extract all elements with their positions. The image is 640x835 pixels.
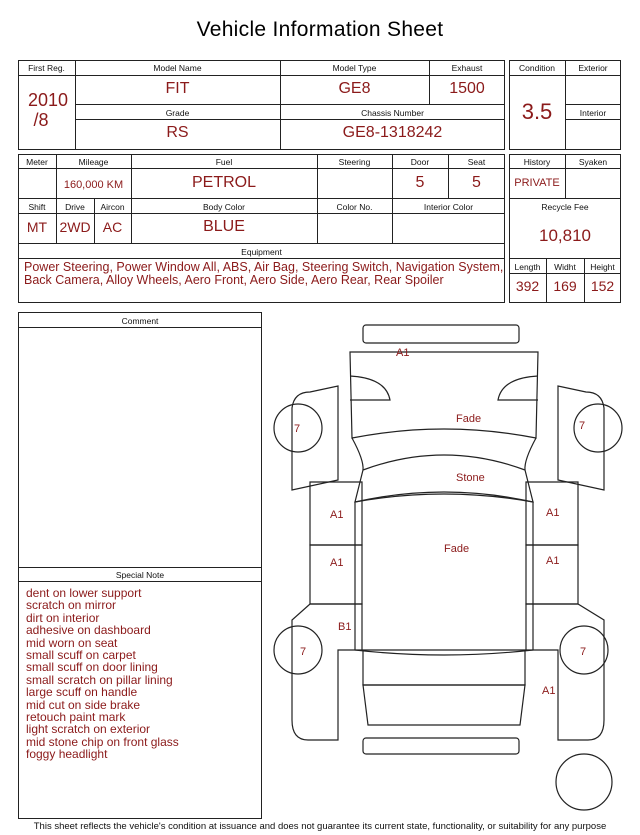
left-front-tire-tread: 7 (294, 423, 301, 435)
condition-score: 3.5 (521, 99, 553, 124)
body-color-value: BLUE (203, 218, 245, 235)
model-type-label: Model Type (332, 63, 377, 73)
model-name-value: FIT (165, 80, 190, 97)
aircon-label: Aircon (100, 202, 125, 212)
right-rear-tire-tread: 7 (580, 646, 587, 658)
interior-color-label: Interior Color (423, 202, 474, 212)
roof-outline (355, 494, 533, 655)
roof-damage: Fade (444, 543, 470, 555)
length-label: Length (514, 262, 541, 272)
width-value: 169 (553, 278, 577, 294)
windshield-outline (355, 455, 533, 502)
interior-label: Interior (579, 108, 607, 118)
right-front-door-damage: A1 (546, 507, 560, 519)
footer-disclaimer: This sheet reflects the vehicle's condition at issuance and does not guarantee its current state, functionality, or suitability for any purpose (33, 821, 607, 832)
chassis-number-label: Chassis Number (361, 108, 424, 118)
list-item: light scratch on exterior (26, 722, 151, 737)
width-label: Widht (554, 262, 576, 272)
right-rear-door-damage: A1 (546, 555, 560, 567)
special-notes-list (26, 587, 179, 761)
left-a-pillar (352, 438, 363, 470)
page-title: Vehicle Information Sheet (196, 18, 444, 41)
recycle-fee-value: 10,810 (539, 226, 591, 245)
seat-label: Seat (467, 157, 486, 167)
list-item: foggy headlight (26, 747, 108, 762)
left-rear-door-damage: A1 (330, 557, 344, 569)
list-item: small scuff on door lining (26, 660, 158, 675)
left-rear-tire-tread: 7 (300, 646, 307, 658)
model-name-label: Model Name (153, 63, 202, 73)
exterior-label: Exterior (578, 63, 608, 73)
left-rear-quarter-outline (292, 604, 362, 740)
left-headlight-outline (350, 376, 390, 400)
list-item: mid worn on seat (26, 635, 118, 650)
left-rear-tire-outline (274, 626, 322, 674)
left-rear-door-outline (310, 545, 362, 604)
drive-value: 2WD (59, 219, 91, 235)
door-label: Door (410, 157, 430, 167)
front-bumper-damage: A1 (396, 347, 410, 359)
list-item: dirt on interior (26, 610, 100, 625)
right-a-pillar (525, 438, 536, 470)
list-item: large scuff on handle (26, 685, 138, 700)
list-item: dent on lower support (26, 586, 142, 600)
list-item: mid stone chip on front glass (26, 734, 179, 749)
left-rear-quarter-damage: B1 (338, 621, 352, 633)
left-front-fender-outline (292, 386, 338, 490)
rear-bumper-outline (363, 738, 519, 754)
meter-label: Meter (26, 157, 48, 167)
hood-outline (350, 352, 538, 438)
list-item: small scuff on carpet (26, 648, 136, 663)
first-reg-year: 2010 (27, 90, 69, 110)
model-type-value: GE8 (338, 80, 371, 97)
mileage-label: Mileage (78, 157, 109, 167)
history-label: History (523, 157, 551, 167)
spare-tire-outline (556, 754, 612, 810)
grade-label: Grade (165, 108, 190, 118)
right-front-fender-outline (558, 386, 604, 490)
equipment-line: Back Camera, Alloy Wheels, Aero Front, Aero Side, Aero Rear, Rear Spoiler (24, 272, 444, 287)
right-rear-door-outline (526, 545, 578, 604)
height-label: Height (590, 262, 615, 272)
right-headlight-outline (498, 376, 538, 400)
special-note-label: Special Note (115, 570, 165, 580)
hood-damage: Fade (456, 413, 482, 425)
shift-value: MT (26, 219, 48, 235)
recycle-fee-label: Recycle Fee (541, 202, 589, 212)
list-item: scratch on mirror (26, 598, 117, 613)
equipment-label: Equipment (241, 247, 282, 257)
first-reg-label: First Reg. (28, 63, 65, 73)
steering-label: Steering (338, 157, 371, 167)
car-damage-diagram (268, 320, 628, 820)
right-front-tire-tread: 7 (579, 420, 586, 432)
seat-value: 5 (472, 174, 481, 191)
exhaust-label: Exhaust (451, 63, 483, 73)
length-value: 392 (515, 278, 540, 294)
equipment-line: Power Steering, Power Window All, ABS, Air Bag, Steering Switch, Navigation System, (24, 260, 504, 274)
body-color-label: Body Color (202, 202, 246, 212)
door-value: 5 (415, 174, 425, 191)
grade-value: RS (166, 124, 189, 141)
color-no-label: Color No. (336, 202, 373, 212)
syaken-label: Syaken (578, 157, 608, 167)
exhaust-value: 1500 (449, 80, 485, 97)
windshield-damage: Stone (456, 472, 485, 484)
history-value: PRIVATE (514, 177, 560, 189)
right-rear-quarter-damage: A1 (542, 685, 556, 697)
fuel-label: Fuel (215, 157, 233, 167)
height-value: 152 (590, 278, 615, 294)
mileage-value: 160,000 KM (63, 179, 124, 191)
condition-label: Condition (519, 63, 555, 73)
list-item: adhesive on dashboard (26, 623, 151, 638)
first-reg-month: /8 (33, 110, 49, 130)
list-item: retouch paint mark (26, 710, 126, 725)
list-item: mid cut on side brake (26, 697, 141, 712)
aircon-value: AC (102, 219, 123, 235)
left-front-door-damage: A1 (330, 509, 344, 521)
tailgate-outline (363, 685, 525, 725)
comment-label: Comment (121, 316, 159, 326)
equipment-list (24, 261, 504, 286)
drive-label: Drive (65, 202, 85, 212)
chassis-number-value: GE8-1318242 (342, 124, 443, 141)
shift-label: Shift (28, 202, 46, 212)
fuel-value: PETROL (191, 174, 256, 191)
front-bumper-outline (363, 325, 519, 343)
list-item: small scratch on pillar lining (26, 672, 173, 687)
